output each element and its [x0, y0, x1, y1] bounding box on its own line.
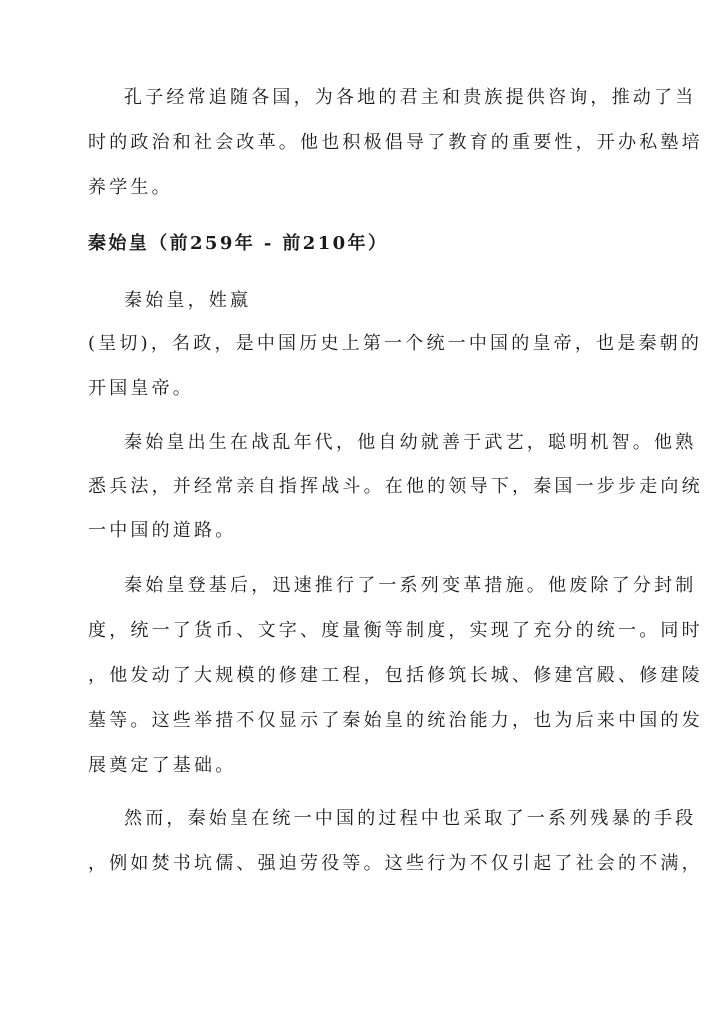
- paragraph-line: 悉兵法，并经常亲自指挥战斗。在他的领导下，秦国一步步走向统: [88, 476, 703, 497]
- paragraph-line: 秦始皇登基后，迅速推行了一系列变革措施。他废除了分封制: [124, 575, 697, 596]
- paragraph-line: (呈切)，名政，是中国历史上第一个统一中国的皇帝，也是秦朝的: [88, 333, 703, 354]
- paragraph-line: 然而，秦始皇在统一中国的过程中也采取了一系列残暴的手段: [124, 808, 697, 829]
- paragraph-line: 秦始皇，姓嬴: [124, 290, 252, 311]
- paragraph-line: ，他发动了大规模的修建工程，包括修筑长城、修建宫殿、修建陵: [88, 665, 703, 686]
- paragraph-line: 孔子经常追随各国，为各地的君主和贵族提供咨询，推动了当: [124, 87, 697, 108]
- paragraph-line: 一中国的道路。: [88, 520, 237, 541]
- paragraph-line: 时的政治和社会改革。他也积极倡导了教育的重要性，开办私塾培: [88, 132, 703, 153]
- paragraph-line: 养学生。: [88, 177, 173, 198]
- paragraph-line: 度，统一了货币、文字、度量衡等制度，实现了充分的统一。同时: [88, 620, 703, 641]
- paragraph-line: ，例如焚书坑儒、强迫劳役等。这些行为不仅引起了社会的不满，: [88, 853, 703, 874]
- section-heading: 秦始皇（前259年 - 前210年）: [88, 233, 389, 254]
- paragraph-line: 墓等。这些举措不仅显示了秦始皇的统治能力，也为后来中国的发: [88, 710, 703, 731]
- paragraph-line: 秦始皇出生在战乱年代，他自幼就善于武艺，聪明机智。他熟: [124, 432, 697, 453]
- paragraph-line: 开国皇帝。: [88, 378, 194, 399]
- paragraph-line: 展奠定了基础。: [88, 755, 237, 776]
